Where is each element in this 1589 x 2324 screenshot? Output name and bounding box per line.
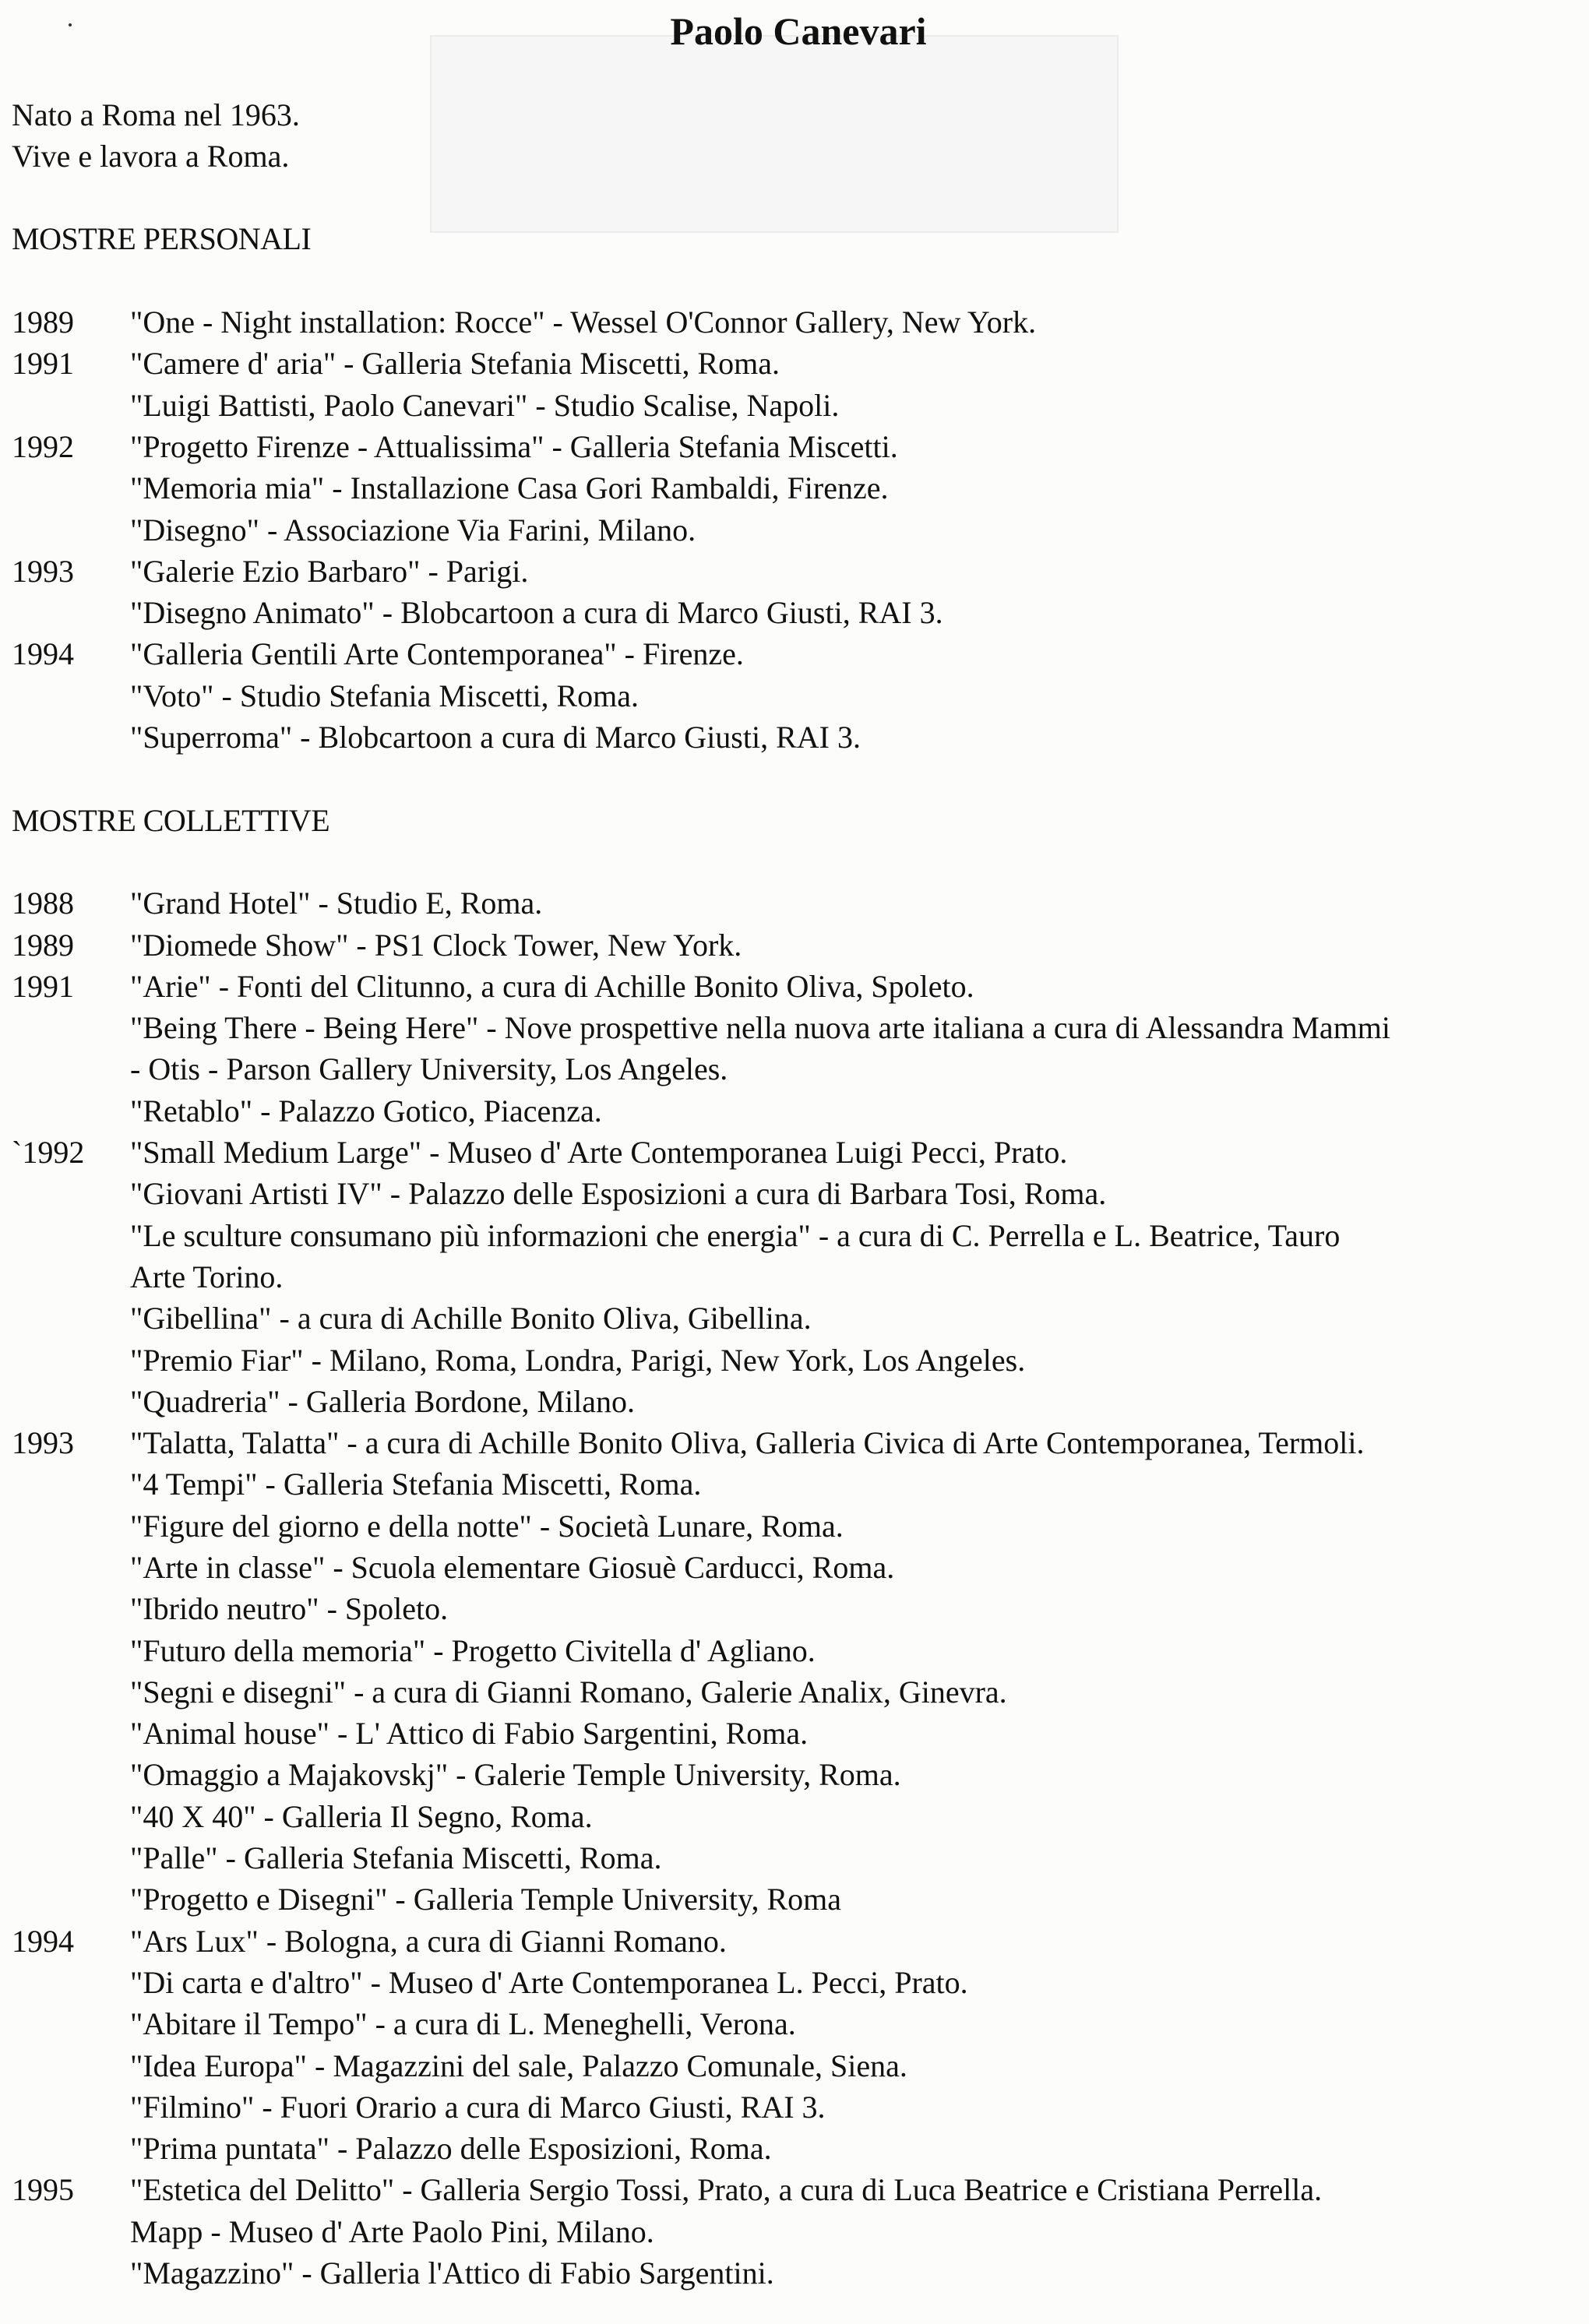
- exhibition-year: [12, 2003, 130, 2044]
- exhibition-text: "Filmino" - Fuori Orario a cura di Marco Giusti, RAI 3.: [130, 2089, 826, 2125]
- exhibition-text: "Idea Europa" - Magazzini del sale, Palazzo Comunale, Siena.: [130, 2048, 907, 2083]
- exhibition-year: [12, 1173, 130, 1214]
- exhibition-year: 1989: [12, 927, 74, 963]
- exhibition-row: [12, 1796, 1577, 1837]
- exhibition-year: [12, 1256, 130, 1298]
- personal-exhibitions-list: [12, 301, 1577, 758]
- exhibition-text: "Progetto Firenze - Attualissima" - Galleria Stefania Miscetti.: [130, 428, 898, 464]
- exhibition-text: "Disegno Animato" - Blobcartoon a cura di Marco Giusti, RAI 3.: [130, 595, 943, 631]
- exhibition-year: [12, 2128, 130, 2169]
- exhibition-row: [12, 2128, 1577, 2169]
- bio-line: Vive e lavora a Roma.: [12, 138, 290, 174]
- exhibition-text: "Galleria Gentili Arte Contemporanea" - Firenze.: [130, 636, 744, 672]
- exhibition-text: "Magazzino" - Galleria l'Attico di Fabio Sargentini.: [130, 2255, 774, 2291]
- exhibition-row: [12, 1298, 1577, 1339]
- exhibition-text: "Progetto e Disegni" - Galleria Temple University, Roma: [130, 1882, 841, 1917]
- exhibition-year: 1994: [12, 636, 74, 672]
- exhibition-text: "Memoria mia" - Installazione Casa Gori Rambaldi, Firenze.: [130, 470, 889, 506]
- exhibition-text: "Omaggio a Majakovskj" - Galerie Temple University, Roma.: [130, 1757, 901, 1793]
- exhibition-year: 1993: [12, 553, 74, 589]
- exhibition-year: [12, 1090, 130, 1132]
- exhibition-year: [12, 1381, 130, 1422]
- exhibition-year: 1992: [12, 428, 74, 464]
- exhibition-row: [12, 2086, 1577, 2128]
- exhibition-text: "4 Tempi" - Galleria Stefania Miscetti, Roma.: [130, 1467, 702, 1502]
- exhibition-text: "Prima puntata" - Palazzo delle Esposizioni, Roma.: [130, 2131, 772, 2167]
- exhibition-row: [12, 1173, 1577, 1214]
- exhibition-row: [12, 1547, 1577, 1588]
- exhibition-year: 1989: [12, 305, 74, 340]
- exhibition-text: "Segni e disegni" - a cura di Gianni Romano, Galerie Analix, Ginevra.: [130, 1674, 1007, 1710]
- exhibition-row: [12, 1256, 1577, 1298]
- exhibition-row: [12, 592, 1577, 633]
- exhibition-text: "Superroma" - Blobcartoon a cura di Marco Giusti, RAI 3.: [130, 720, 861, 755]
- exhibition-text: "Abitare il Tempo" - a cura di L. Meneghelli, Verona.: [130, 2006, 796, 2042]
- exhibition-row: [12, 1588, 1577, 1629]
- exhibition-year: 1991: [12, 346, 74, 382]
- exhibition-text: "Giovani Artisti IV" - Palazzo delle Esposizioni a cura di Barbara Tosi, Roma.: [130, 1176, 1107, 1212]
- exhibition-text: "Voto" - Studio Stefania Miscetti, Roma.: [130, 678, 639, 713]
- exhibition-year: 1994: [12, 1923, 74, 1959]
- exhibition-row: [12, 301, 1577, 343]
- exhibition-year: [12, 467, 130, 509]
- exhibition-year: `1992: [12, 1135, 85, 1171]
- exhibition-row: [12, 924, 1577, 966]
- exhibition-year: [12, 1298, 130, 1339]
- exhibition-row: [12, 1630, 1577, 1671]
- collective-exhibitions-list: [12, 882, 1577, 2294]
- exhibition-year: [12, 592, 130, 633]
- exhibition-year: 1993: [12, 1425, 74, 1461]
- exhibition-text: "Being There - Being Here" - Nove prospettive nella nuova arte italiana a cura di Alessandra Mammi: [130, 1010, 1391, 1046]
- exhibition-row: [12, 1090, 1577, 1132]
- exhibition-text: "Camere d' aria" - Galleria Stefania Miscetti, Roma.: [130, 346, 780, 382]
- exhibition-row: [12, 2211, 1577, 2252]
- exhibition-row: [12, 2169, 1577, 2210]
- exhibition-text: "Premio Fiar" - Milano, Roma, Londra, Parigi, New York, Los Angeles.: [130, 1342, 1026, 1378]
- exhibition-year: [12, 1588, 130, 1629]
- cv-document: [12, 11, 1577, 2294]
- exhibition-row: [12, 551, 1577, 592]
- exhibition-row: [12, 1381, 1577, 1422]
- exhibition-text: "Diomede Show" - PS1 Clock Tower, New York.: [130, 927, 742, 963]
- exhibition-row: [12, 1007, 1577, 1048]
- bio-line: Nato a Roma nel 1963.: [12, 97, 300, 132]
- exhibition-year: [12, 2086, 130, 2128]
- exhibition-year: [12, 1879, 130, 1920]
- exhibition-row: [12, 509, 1577, 551]
- exhibition-row: [12, 467, 1577, 509]
- exhibition-text: Arte Torino.: [130, 1259, 284, 1294]
- exhibition-row: [12, 1463, 1577, 1505]
- page-title: Paolo Canevari: [670, 9, 927, 53]
- exhibition-row: [12, 426, 1577, 467]
- exhibition-row: [12, 1505, 1577, 1547]
- exhibition-text: "Figure del giorno e della notte" - Società Lunare, Roma.: [130, 1508, 844, 1544]
- exhibition-row: [12, 1921, 1577, 1962]
- exhibition-text: Mapp - Museo d' Arte Paolo Pini, Milano.: [130, 2213, 654, 2249]
- exhibition-row: [12, 633, 1577, 674]
- exhibition-text: "Palle" - Galleria Stefania Miscetti, Roma.: [130, 1840, 662, 1876]
- exhibition-text: "Small Medium Large" - Museo d' Arte Contemporanea Luigi Pecci, Prato.: [130, 1135, 1068, 1171]
- exhibition-text: "One - Night installation: Rocce" - Wessel O'Connor Gallery, New York.: [130, 305, 1037, 340]
- exhibition-text: "Luigi Battisti, Paolo Canevari" - Studio Scalise, Napoli.: [130, 387, 840, 423]
- exhibition-text: "40 X 40" - Galleria Il Segno, Roma.: [130, 1798, 593, 1834]
- exhibition-year: [12, 1215, 130, 1256]
- exhibition-year: 1991: [12, 968, 74, 1004]
- exhibition-year: [12, 1713, 130, 1754]
- exhibition-row: [12, 1754, 1577, 1795]
- exhibition-year: [12, 2211, 130, 2252]
- exhibition-text: "Retablo" - Palazzo Gotico, Piacenza.: [130, 1093, 602, 1129]
- exhibition-row: [12, 2045, 1577, 2086]
- exhibition-year: [12, 2045, 130, 2086]
- exhibition-row: [12, 1837, 1577, 1879]
- exhibition-year: 1995: [12, 2172, 74, 2208]
- exhibition-row: [12, 1671, 1577, 1713]
- exhibition-row: [12, 1048, 1577, 1090]
- exhibition-year: [12, 1463, 130, 1505]
- exhibition-text: "Futuro della memoria" - Progetto Civitella d' Agliano.: [130, 1632, 816, 1668]
- exhibition-year: [12, 1630, 130, 1671]
- exhibition-row: [12, 882, 1577, 924]
- exhibition-row: [12, 1422, 1577, 1463]
- exhibition-text: "Animal house" - L' Attico di Fabio Sargentini, Roma.: [130, 1716, 809, 1752]
- section-heading-collective: MOSTRE COLLETTIVE: [12, 802, 330, 838]
- exhibition-row: [12, 343, 1577, 384]
- exhibition-text: - Otis - Parson Gallery University, Los Angeles.: [130, 1051, 728, 1087]
- exhibition-row: [12, 966, 1577, 1007]
- exhibition-text: "Gibellina" - a cura di Achille Bonito Oliva, Gibellina.: [130, 1301, 812, 1336]
- exhibition-row: [12, 717, 1577, 758]
- exhibition-year: [12, 1547, 130, 1588]
- exhibition-text: "Quadreria" - Galleria Bordone, Milano.: [130, 1383, 635, 1419]
- exhibition-text: "Galerie Ezio Barbaro" - Parigi.: [130, 553, 529, 589]
- exhibition-text: "Di carta e d'altro" - Museo d' Arte Contemporanea L. Pecci, Prato.: [130, 1964, 968, 2000]
- exhibition-year: 1988: [12, 886, 74, 921]
- exhibition-row: [12, 1132, 1577, 1173]
- exhibition-year: [12, 717, 130, 758]
- section-heading-personal: MOSTRE PERSONALI: [12, 221, 312, 257]
- exhibition-year: [12, 1340, 130, 1381]
- exhibition-year: [12, 675, 130, 717]
- exhibition-year: [12, 509, 130, 551]
- exhibition-text: "Arie" - Fonti del Clitunno, a cura di Achille Bonito Oliva, Spoleto.: [130, 968, 974, 1004]
- exhibition-text: "Ibrido neutro" - Spoleto.: [130, 1591, 449, 1627]
- exhibition-year: [12, 1962, 130, 2003]
- exhibition-row: [12, 1962, 1577, 2003]
- exhibition-row: [12, 675, 1577, 717]
- exhibition-row: [12, 1879, 1577, 1920]
- exhibition-row: [12, 1713, 1577, 1754]
- exhibition-year: [12, 1671, 130, 1713]
- exhibition-year: [12, 385, 130, 426]
- exhibition-row: [12, 2003, 1577, 2044]
- exhibition-row: [12, 385, 1577, 426]
- exhibition-year: [12, 1505, 130, 1547]
- exhibition-year: [12, 1837, 130, 1879]
- exhibition-text: "Ars Lux" - Bologna, a cura di Gianni Romano.: [130, 1923, 727, 1959]
- exhibition-year: [12, 1796, 130, 1837]
- exhibition-text: "Grand Hotel" - Studio E, Roma.: [130, 886, 543, 921]
- exhibition-text: "Disegno" - Associazione Via Farini, Milano.: [130, 512, 696, 548]
- exhibition-text: "Arte in classe" - Scuola elementare Giosuè Carducci, Roma.: [130, 1549, 895, 1585]
- exhibition-row: [12, 2252, 1577, 2294]
- exhibition-year: [12, 1754, 130, 1795]
- exhibition-row: [12, 1340, 1577, 1381]
- exhibition-text: "Estetica del Delitto" - Galleria Sergio Tossi, Prato, a cura di Luca Beatrice e Cristiana Perrella.: [130, 2172, 1323, 2208]
- exhibition-text: "Le sculture consumano più informazioni che energia" - a cura di C. Perrella e L. Beatrice, Tauro: [130, 1217, 1341, 1253]
- exhibition-year: [12, 1048, 130, 1090]
- exhibition-row: [12, 1215, 1577, 1256]
- exhibition-year: [12, 2252, 130, 2294]
- exhibition-text: "Talatta, Talatta" - a cura di Achille Bonito Oliva, Galleria Civica di Arte Contemporanea, Termoli.: [130, 1425, 1365, 1461]
- exhibition-year: [12, 1007, 130, 1048]
